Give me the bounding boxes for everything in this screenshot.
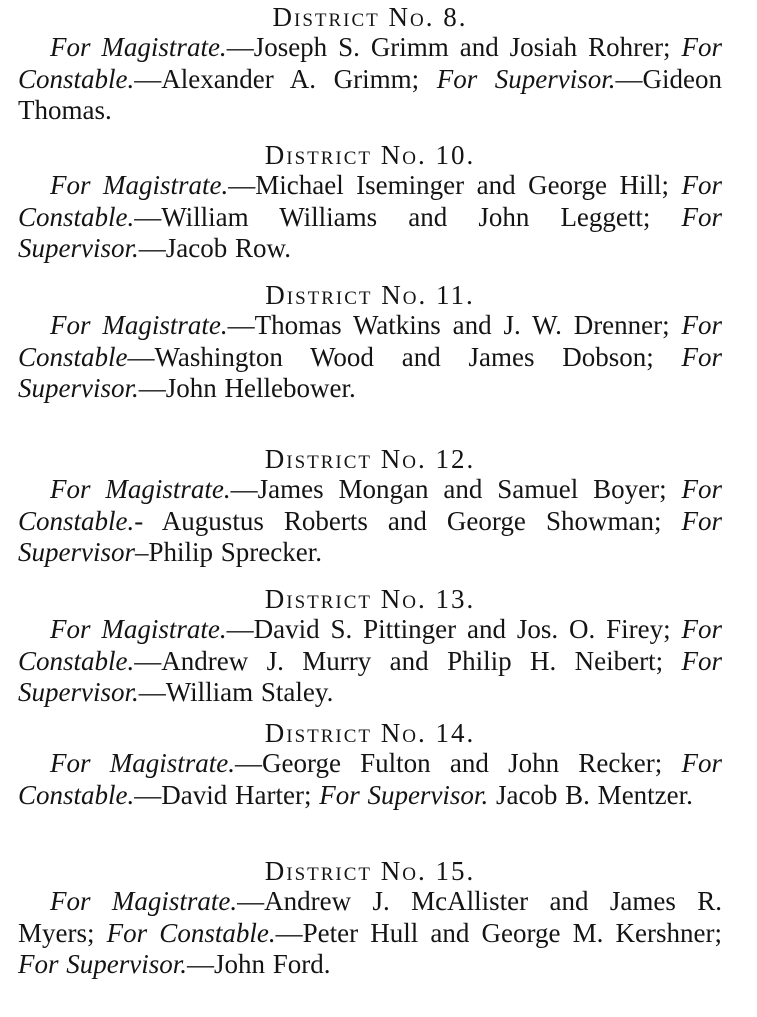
magistrate-label: For Magistrate. <box>50 170 229 200</box>
supervisor-name: —John Ford. <box>187 949 331 979</box>
magistrate-names: —James Mongan and Samuel Boyer; <box>230 474 667 504</box>
magistrate-names: —David S. Pittinger and Jos. O. Firey; <box>226 614 671 644</box>
constable-label: For Constable. <box>18 748 722 810</box>
district-heading: District No. 12. <box>264 444 476 474</box>
district-heading: District No. 14. <box>264 718 476 748</box>
supervisor-name: —Gideon Thomas. <box>18 63 723 125</box>
constable-label: For Constable <box>18 310 723 372</box>
supervisor-label: For Supervisor <box>18 505 722 567</box>
supervisor-name: Jacob B. Mentzer. <box>495 779 693 810</box>
constable-label: For Constable. <box>18 474 723 536</box>
magistrate-label: For Magistrate. <box>50 310 228 340</box>
district-heading: District No. 8. <box>272 2 468 32</box>
district-candidates <box>18 474 722 569</box>
magistrate-names: —Thomas Watkins and J. W. Drenner; <box>227 310 670 340</box>
constable-label: For Constable. <box>18 32 722 94</box>
supervisor-label: For Supervisor. <box>18 949 187 979</box>
magistrate-label: For Magistrate. <box>50 886 238 916</box>
constable-names: —David Harter; <box>134 779 312 810</box>
district-section <box>18 444 722 569</box>
magistrate-names: —Michael Iseminger and George Hill; <box>228 170 670 200</box>
district-candidates <box>18 614 722 709</box>
supervisor-name: –Philip Sprecker. <box>135 537 322 567</box>
district-section <box>18 280 722 405</box>
magistrate-names: —Joseph S. Grimm and Josiah Rohrer; <box>226 32 671 62</box>
district-candidates <box>18 748 722 811</box>
district-candidates <box>18 32 722 127</box>
district-section <box>18 2 722 127</box>
district-section <box>18 856 722 981</box>
supervisor-label: For Supervisor. <box>18 645 723 707</box>
district-heading: District No. 10. <box>264 140 476 170</box>
constable-names: —William Williams and John Leggett; <box>134 201 651 232</box>
constable-names: —Washington Wood and James Dobson; <box>127 341 654 372</box>
constable-label: For Constable. <box>106 917 276 948</box>
magistrate-label: For Magistrate. <box>50 748 235 778</box>
supervisor-label: For Supervisor. <box>436 63 616 94</box>
magistrate-label: For Magistrate. <box>50 32 227 62</box>
magistrate-names: —George Fulton and John Recker; <box>234 748 663 778</box>
district-heading: District No. 13. <box>264 584 476 614</box>
district-section <box>18 140 722 265</box>
district-candidates <box>18 170 722 265</box>
district-section <box>18 584 722 709</box>
supervisor-label: For Supervisor. <box>18 201 722 263</box>
magistrate-names: —Andrew J. McAllister and James R. Myers; <box>18 886 723 948</box>
supervisor-label: For Supervisor. <box>18 341 723 403</box>
supervisor-name: —William Staley. <box>138 677 334 707</box>
supervisor-name: —Jacob Row. <box>138 233 291 263</box>
supervisor-label: For Supervisor. <box>319 779 489 810</box>
constable-label: For Constable. <box>18 170 723 232</box>
constable-names: - Augustus Roberts and George Showman; <box>134 505 662 536</box>
district-candidates <box>18 310 722 405</box>
district-candidates <box>18 886 722 981</box>
magistrate-label: For Magistrate. <box>50 474 231 504</box>
supervisor-name: —John Hellebower. <box>138 373 356 403</box>
magistrate-label: For Magistrate. <box>50 614 227 644</box>
constable-names: —Andrew J. Murry and Philip H. Neibert; <box>134 645 664 676</box>
district-heading: District No. 15. <box>264 856 476 886</box>
constable-names: —Alexander A. Grimm; <box>134 63 420 94</box>
constable-label: For Constable. <box>18 614 722 676</box>
district-section <box>18 718 722 811</box>
district-heading: District No. 11. <box>265 280 475 310</box>
constable-names: —Peter Hull and George M. Kershner; <box>275 917 722 948</box>
